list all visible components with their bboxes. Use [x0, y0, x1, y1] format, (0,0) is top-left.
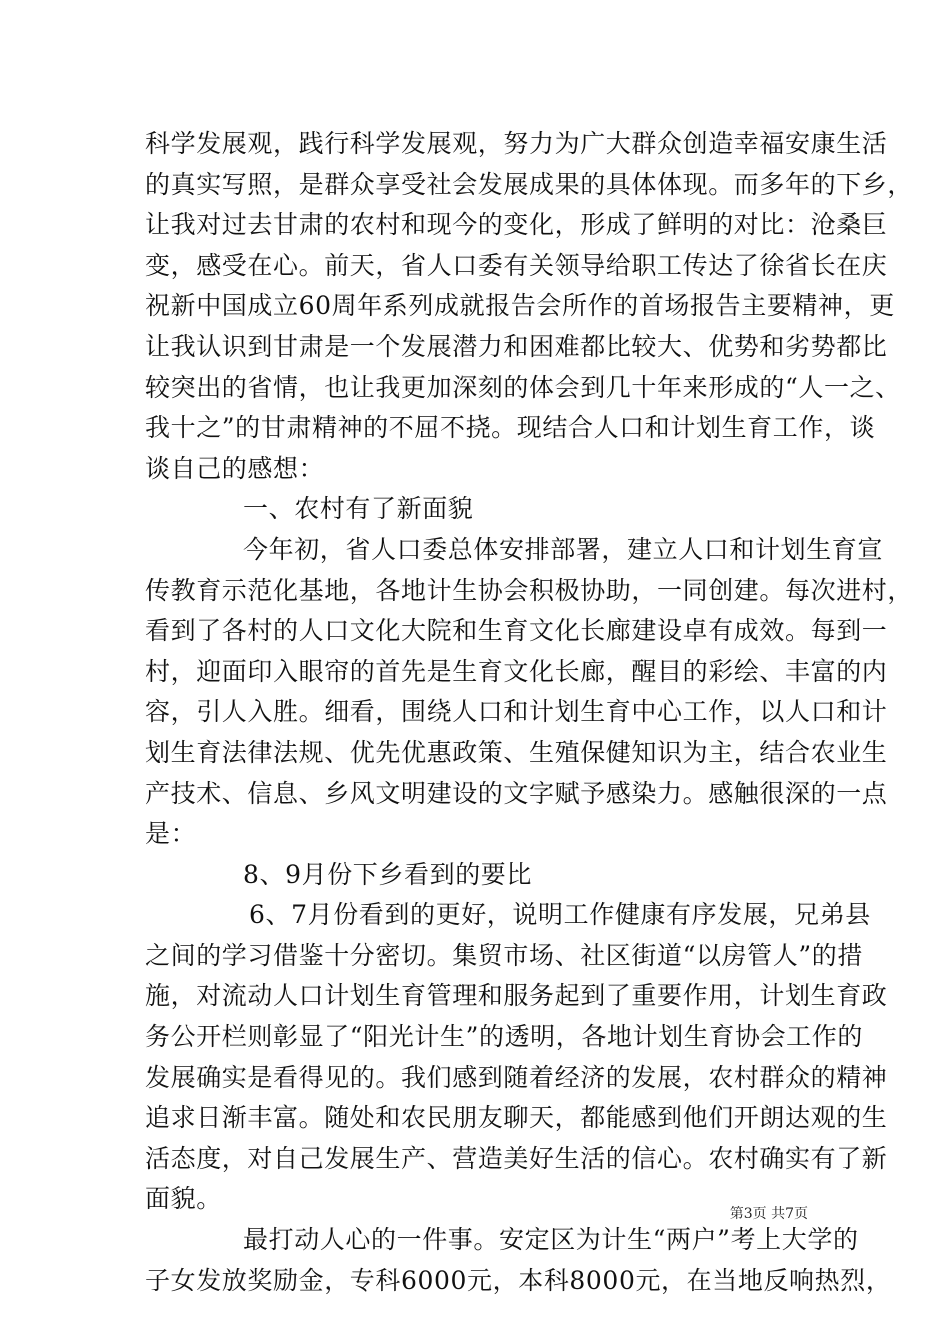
text-line: 我十之”的甘肃精神的不屈不挠。现结合人口和计划生育工作，谈	[145, 413, 876, 443]
paragraph-start: 8、9月份下乡看到的要比	[243, 859, 533, 889]
text-line: 较突出的省情，也让我更加深刻的体会到几十年来形成的“人一之、	[145, 372, 901, 402]
text-line: 传教育示范化基地，各地计生协会积极协助，一同创建。每次进村，	[145, 575, 914, 605]
text-line: 让我认识到甘肃是一个发展潜力和困难都比较大、优势和劣势都比	[145, 331, 888, 361]
text-line: 之间的学习借鉴十分密切。集贸市场、社区街道“以房管人”的措	[145, 940, 863, 970]
paragraph-start: 最打动人心的一件事。安定区为计生“两户”考上大学的	[243, 1225, 859, 1255]
document-body	[145, 124, 914, 1301]
paragraph-start: 今年初，省人口委总体安排部署，建立人口和计划生育宣	[243, 534, 884, 564]
text-line: 村，迎面印入眼帘的首先是生育文化长廊，醒目的彩绘、丰富的内	[145, 656, 888, 686]
page-number-footer: 第3页 共7页	[729, 1206, 808, 1222]
text-line: 是：	[145, 819, 197, 849]
text-line: 祝新中国成立60周年系列成就报告会所作的首场报告主要精神，更	[145, 291, 895, 321]
paragraph-start: 6、7月份看到的更好，说明工作健康有序发展，兄弟县	[249, 900, 871, 930]
text-line: 务公开栏则彰显了“阳光计生”的透明，各地计划生育协会工作的	[145, 1022, 863, 1052]
text-line: 划生育法律法规、优先优惠政策、生殖保健知识为主，结合农业生	[145, 737, 888, 767]
text-line: 产技术、信息、乡风文明建设的文字赋予感染力。感触很深的一点	[145, 778, 888, 808]
text-line: 科学发展观，践行科学发展观，努力为广大群众创造幸福安康生活	[145, 129, 888, 158]
text-line: 变，感受在心。前天，省人口委有关领导给职工传达了徐省长在庆	[145, 250, 888, 280]
text-line: 容，引人入胜。细看，围绕人口和计划生育中心工作，以人口和计	[145, 697, 888, 727]
section-heading: 一、农村有了新面貌	[243, 494, 474, 524]
text-line: 面貌。	[145, 1184, 222, 1214]
text-line: 让我对过去甘肃的农村和现今的变化，形成了鲜明的对比：沧桑巨	[145, 210, 888, 240]
text-line: 谈自己的感想：	[145, 453, 325, 483]
text-line: 子女发放奖励金，专科6000元，本科8000元，在当地反响热烈，	[145, 1265, 892, 1295]
text-line: 发展确实是看得见的。我们感到随着经济的发展，农村群众的精神	[145, 1062, 888, 1092]
text-line: 施，对流动人口计划生育管理和服务起到了重要作用，计划生育政	[145, 981, 888, 1011]
text-line: 活态度，对自己发展生产、营造美好生活的信心。农村确实有了新	[145, 1143, 888, 1173]
text-line: 追求日渐丰富。随处和农民朋友聊天，都能感到他们开朗达观的生	[145, 1103, 888, 1133]
text-line: 看到了各村的人口文化大院和生育文化长廊建设卓有成效。每到一	[145, 616, 888, 646]
text-line: 的真实写照，是群众享受社会发展成果的具体体现。而多年的下乡，	[145, 169, 914, 199]
